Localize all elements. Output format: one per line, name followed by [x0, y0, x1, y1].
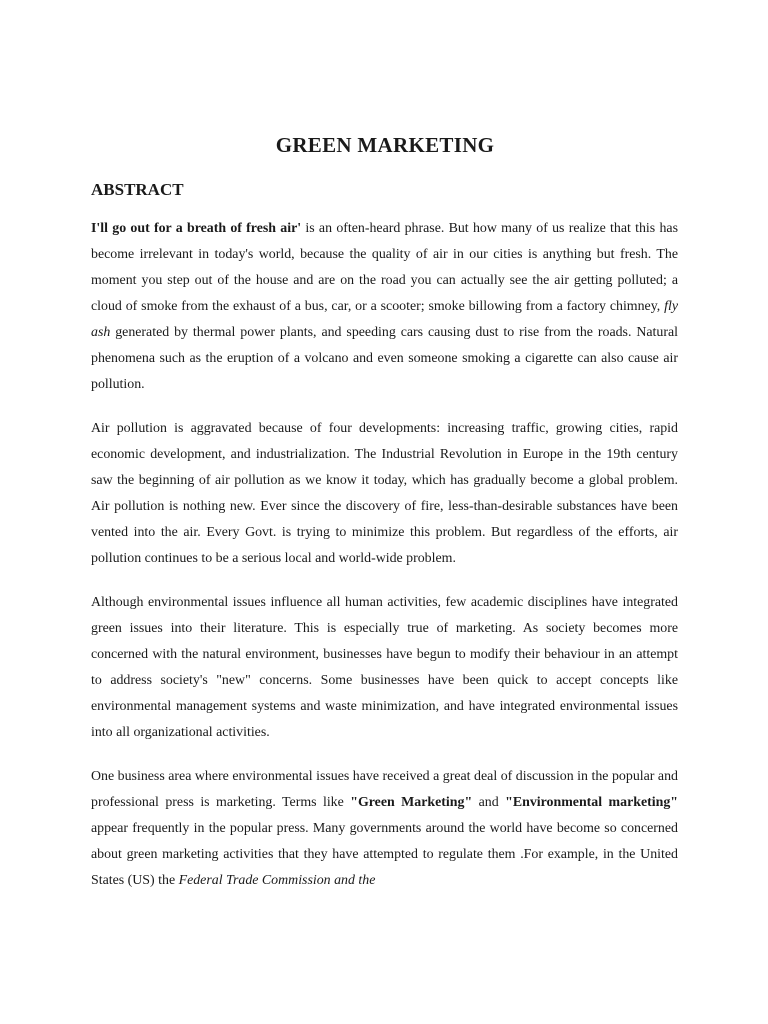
- paragraph-text: is an often-heard phrase. But how many of us realize that this has become irrelevant in today's world, because the quality of air in our cities is anything but fresh. The moment you step out of the house and are on the road you can actually see the air getting polluted; a cloud of smoke from the exhaust of a bus, car, or a scooter; smoke billowing from a factory chimney,: [91, 221, 678, 314]
- paragraph-3: [91, 590, 678, 746]
- paragraph-4: [91, 764, 678, 894]
- paragraph-text: One business area where environmental issues have received a great deal of discussion in the popular and professional press is marketing. Terms like: [91, 769, 678, 810]
- paragraph-text: appear frequently in the popular press. Many governments around the world have become so concerned about green marketing activities that they have attempted to regulate them .For example, in the United States (US) the: [91, 821, 678, 888]
- paragraph-text: Although environmental issues influence all human activities, few academic disciplines have integrated green issues into their literature. This is especially true of marketing. As society becomes more concerned with the natural environment, businesses have begun to modify their behaviour in an attempt to address society's "new" concerns. Some businesses have been quick to accept concepts like environmental management systems and waste minimization, and have integrated environmental issues into all organizational activities.: [91, 595, 678, 740]
- paragraph-text: and: [472, 795, 506, 810]
- bold-term: "Environmental marketing": [505, 795, 678, 810]
- abstract-heading: ABSTRACT: [91, 180, 184, 199]
- italic-term: fly ash: [91, 299, 678, 340]
- paragraph-2: [91, 416, 678, 572]
- bold-phrase: I'll go out for a breath of fresh air': [91, 221, 302, 236]
- bold-term: "Green Marketing": [350, 795, 473, 810]
- paragraph-text: Air pollution is aggravated because of four developments: increasing traffic, growing cities, rapid economic development, and industrialization. The Industrial Revolution in Europe in the 19th century saw the beginning of air pollution as we know it today, which has gradually become a global problem. Air pollution is nothing new. Ever since the discovery of fire, less-than-desirable substances have been vented into the air. Every Govt. is trying to minimize this problem. But regardless of the efforts, air pollution continues to be a serious local and world-wide problem.: [91, 421, 678, 566]
- paragraph-text: generated by thermal power plants, and speeding cars causing dust to rise from the roads. Natural phenomena such as the eruption of a volcano and even someone smoking a cigarette can also cause air pollution.: [91, 325, 678, 392]
- document-title: GREEN MARKETING: [275, 133, 495, 157]
- italic-term: Federal Trade Commission and the: [178, 873, 376, 888]
- paragraph-1: [91, 216, 678, 398]
